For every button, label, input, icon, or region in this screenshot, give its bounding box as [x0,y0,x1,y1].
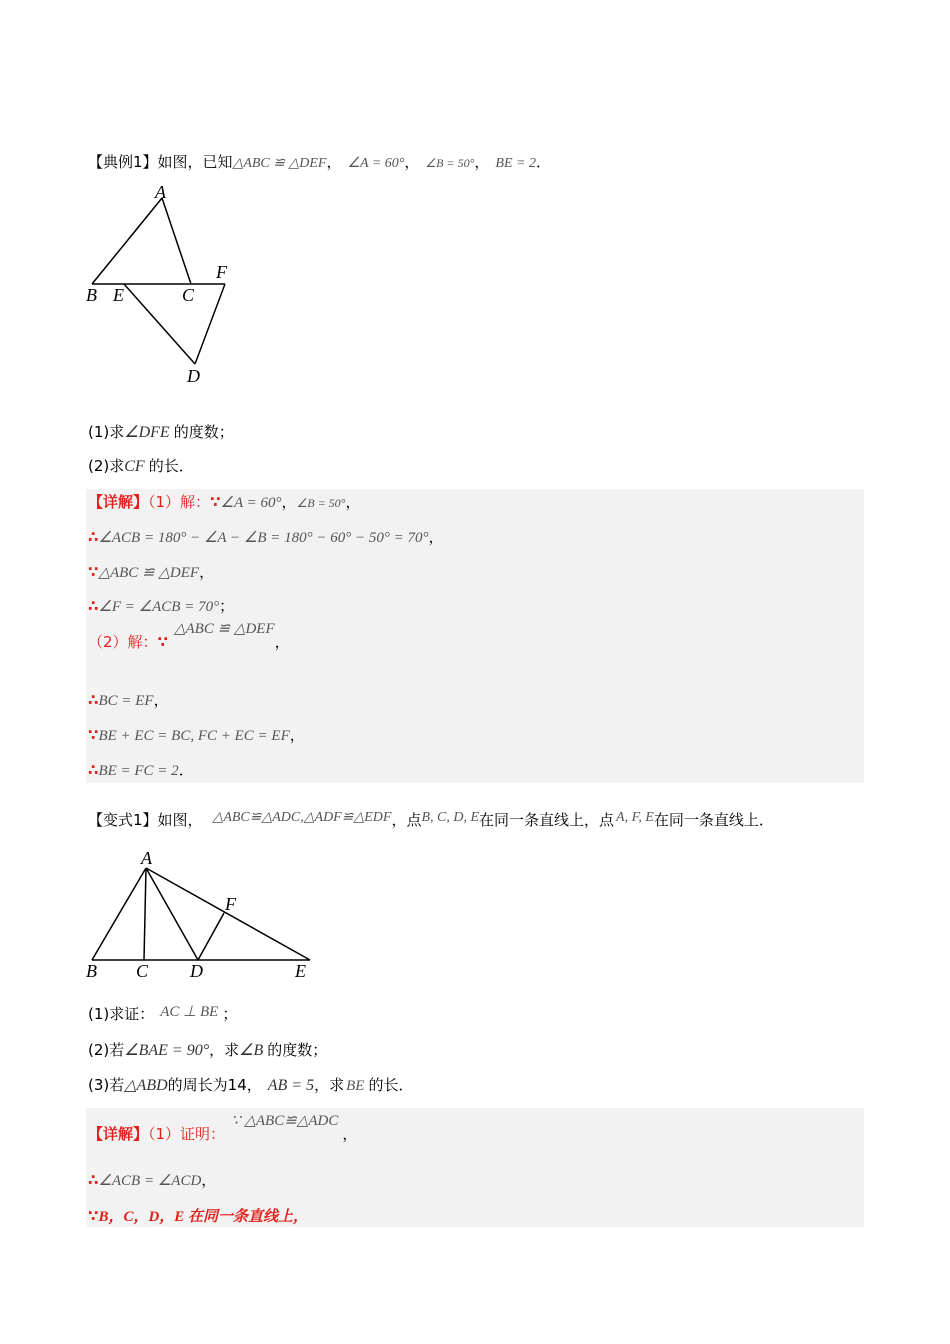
label-e: E [295,961,306,981]
example1-statement: 【典例1】如图，已知△ABC ≌ △DEF， ∠A = 60°， ∠B = 50°， BE = 2． [88,153,551,171]
label-f: F [216,262,227,282]
solution2-line-2: ∴∠ACB = ∠ACD， [88,1171,217,1189]
solution1-line-6: ∴BC = EF， [88,691,169,709]
example1-given-be: BE = 2 [495,156,536,171]
example1-given-angle-a: ∠A = 60° [347,156,405,171]
label-b: B [86,285,97,305]
label-c: C [136,961,149,981]
solution1-line-4: ∴∠F = ∠ACB = 70°； [88,597,235,615]
variant1-intro: 【变式1】如图， [88,811,203,829]
label-f: F [225,894,236,914]
solution1-line-7: ∵BE + EC = BC, FC + EC = EF， [88,726,305,744]
segment-ac [144,868,146,960]
segment-ae [146,868,310,960]
segment-ab [92,198,162,284]
label-a: A [155,182,166,202]
label-a: A [141,848,152,868]
example1-question-1: (1)求∠DFE 的度数； [88,423,234,441]
variant1-figure [80,846,320,986]
example1-question-2: (2)求CF 的长． [88,457,194,475]
variant1-question-3: (3)若△ABD的周长为14， AB = 5，求 BE 的长． [88,1076,414,1094]
variant1-question-2: (2)若∠BAE = 90°，求∠B 的度数； [88,1041,328,1059]
label-b: B [86,961,97,981]
segment-fd [195,284,225,364]
label-e: E [113,285,124,305]
solution2-line-1: 【详解】（1）证明：∵ △ABC≌△ADC， [88,1113,358,1143]
variant1-statement: 【变式1】如图， △ABC≌△ADC,△ADF≌△EDF，点B, C, D, E在同一条直线上，点 A, F, E在同一条直线上． [88,810,774,829]
example1-figure [80,180,260,390]
segment-ab [92,868,146,960]
solution2-line-3: ∵B，C，D，E 在同一条直线上， [88,1207,309,1225]
segment-df [198,913,224,960]
solution1-line-5: （2）解：∵△ABC ≌ △DEF， [88,621,290,651]
segment-ac [162,198,191,284]
solution1-line-3: ∵△ABC ≌ △DEF， [88,563,215,581]
example1-given-angle-b: ∠B = 50° [425,156,475,170]
solution1-line-8: ∴BE = FC = 2． [88,761,194,779]
example1-intro: 【典例1】如图，已知 [88,153,233,171]
label-d: D [190,961,203,981]
label-c: C [182,285,195,305]
example1-given-congruence: △ABC ≌ △DEF [232,156,327,171]
label-d: D [187,366,200,386]
solution1-line-2: ∴∠ACB = 180° − ∠A − ∠B = 180° − 60° − 50° = 70°， [88,528,444,546]
solution1-line-1: 【详解】（1）解：∵∠A = 60°，∠B = 50°， [88,493,361,511]
solution-tag: 【详解】 [88,493,149,511]
variant1-question-1: (1)求证： AC ⊥ BE ； [88,1004,238,1023]
